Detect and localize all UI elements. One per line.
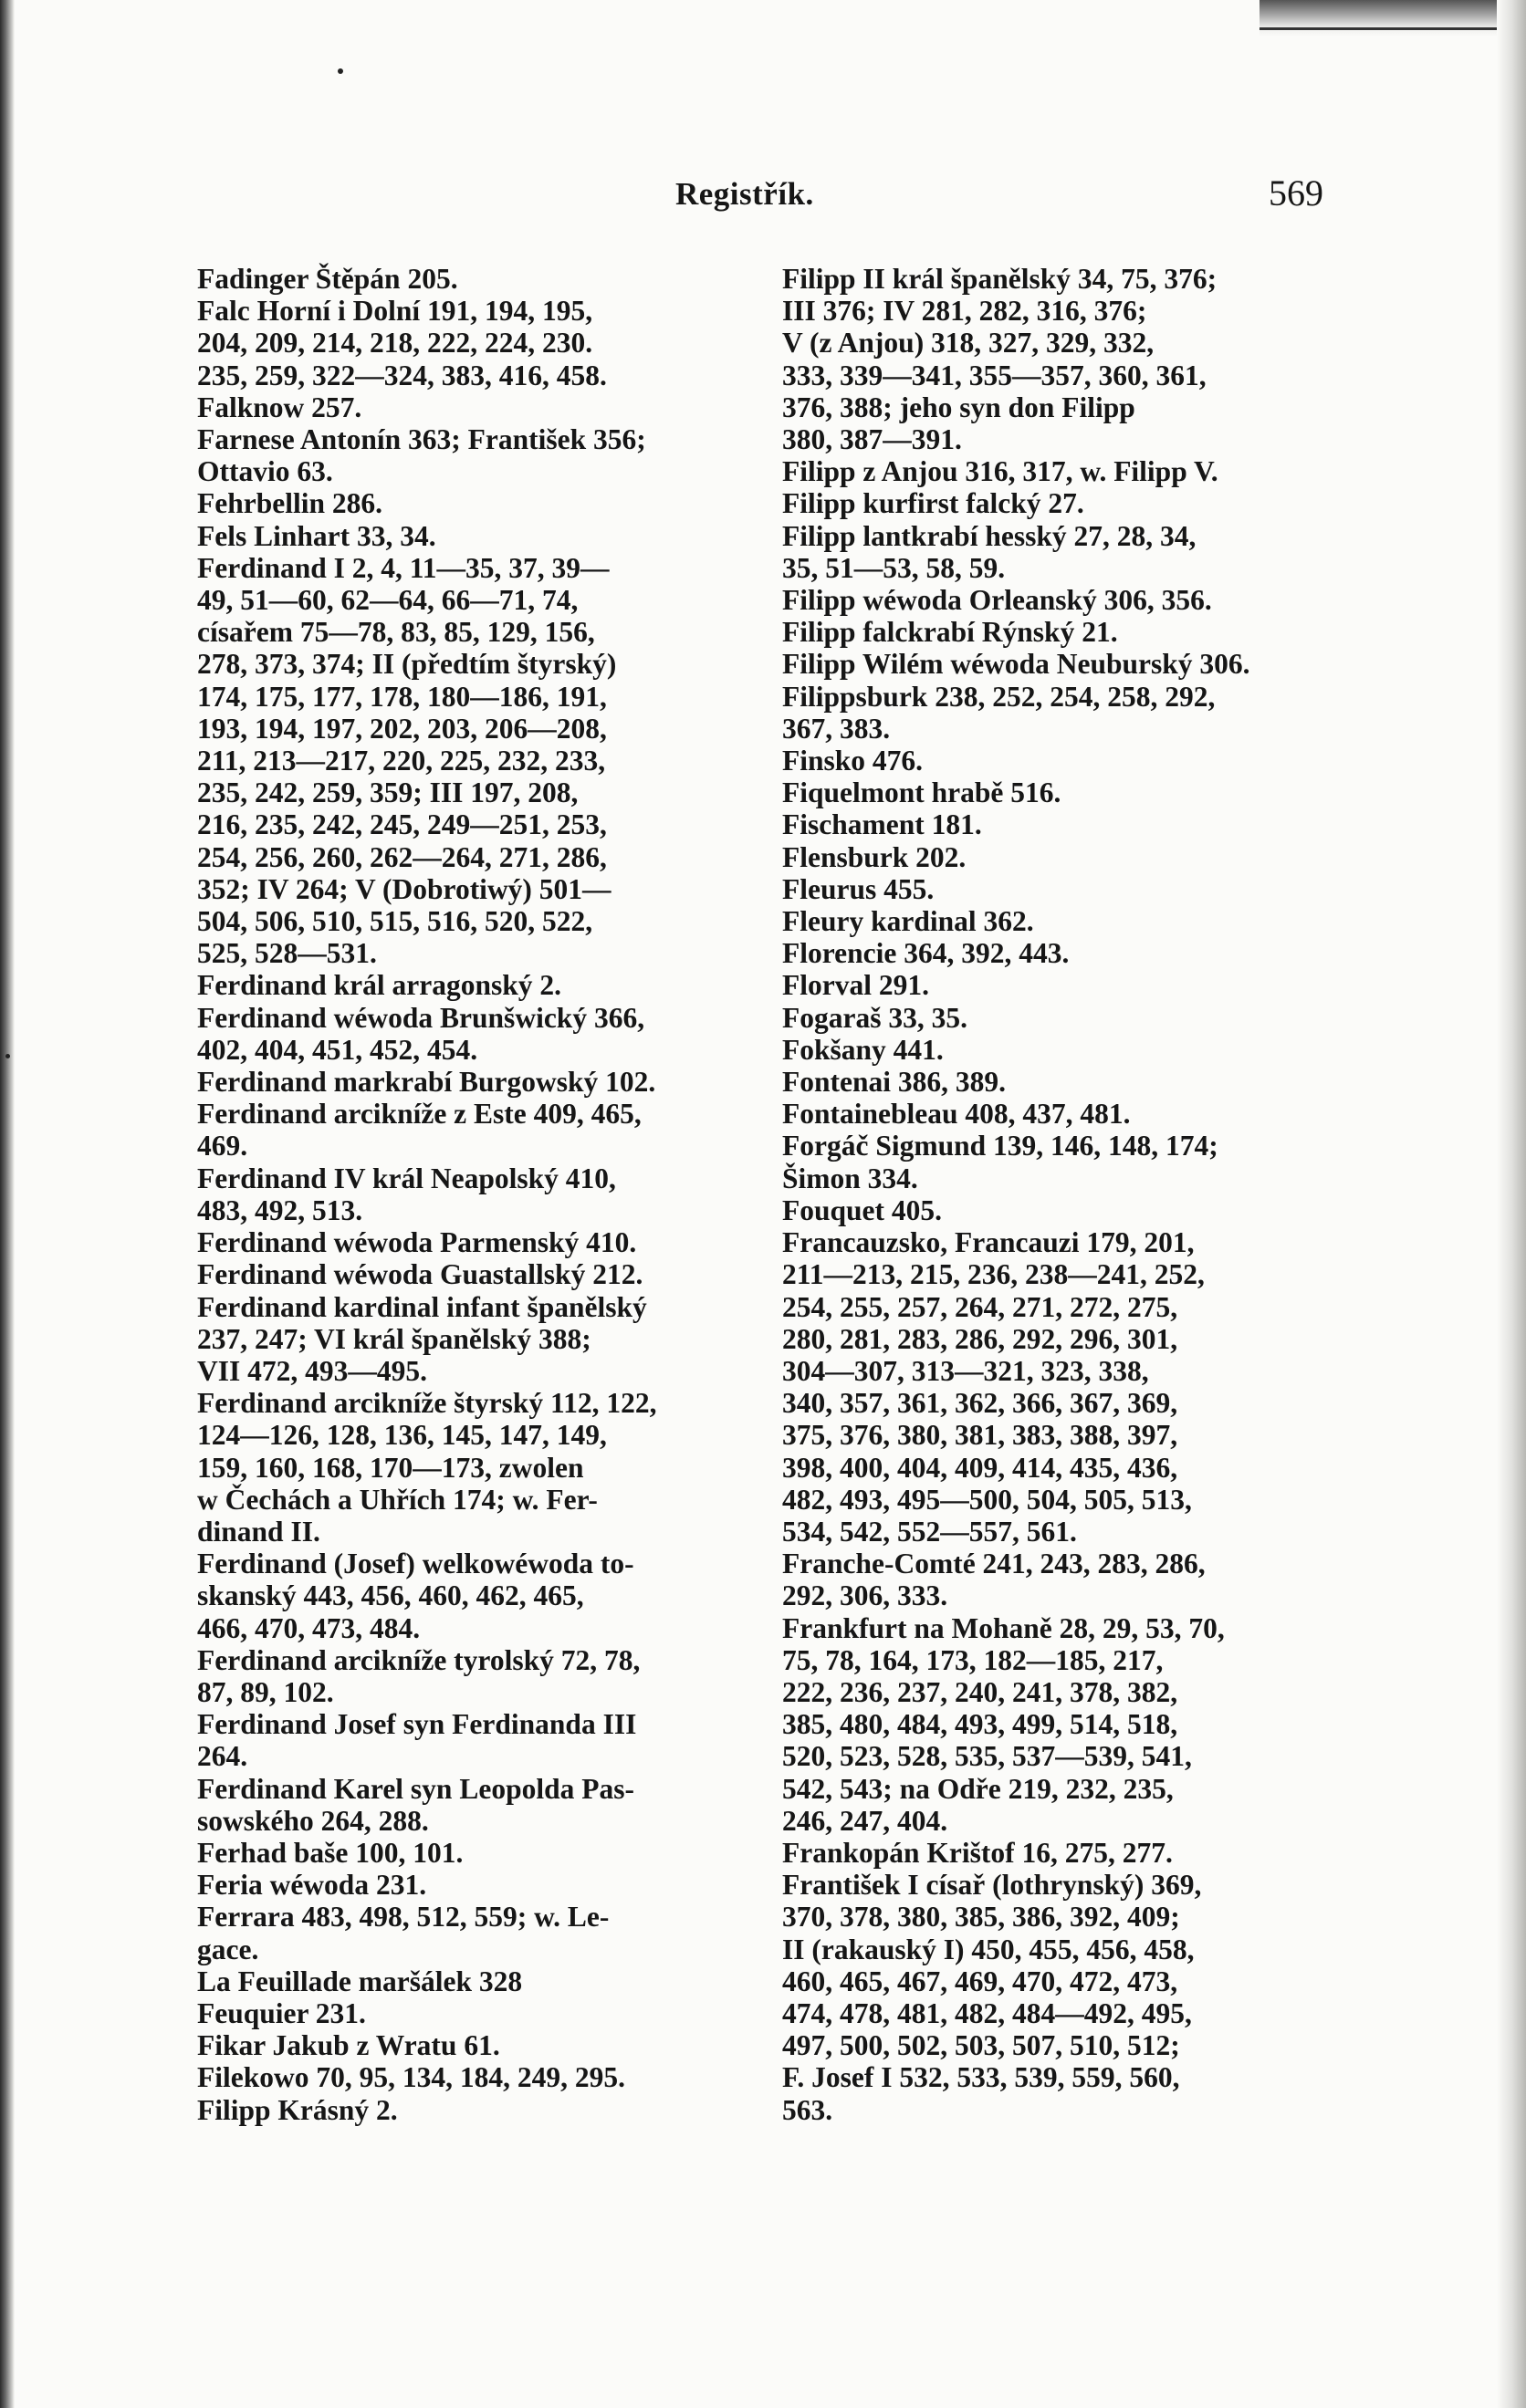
- index-entry-line: Farnese Antonín 363; František 356;: [197, 423, 646, 456]
- index-entry-line: Ferdinand markrabí Burgowský 102.: [197, 1066, 656, 1099]
- index-entry-line: 75, 78, 164, 173, 182—185, 217,: [782, 1643, 1164, 1676]
- index-entry-line: 520, 523, 528, 535, 537—539, 541,: [782, 1740, 1192, 1773]
- index-entry-line: 87, 89, 102.: [197, 1675, 334, 1708]
- index-entry: [782, 520, 1321, 584]
- index-entry-line: skanský 443, 456, 460, 462, 465,: [197, 1579, 584, 1612]
- index-entry: [782, 841, 1321, 873]
- index-entry: [197, 2094, 736, 2126]
- index-entry: [197, 1708, 736, 1772]
- index-entry-line: Filipp wéwoda Orleanský 306, 356.: [782, 584, 1212, 617]
- index-entry-line: 367, 383.: [782, 712, 891, 745]
- index-entry-line: 460, 465, 467, 469, 470, 472, 473,: [782, 1965, 1178, 1997]
- index-entry: [782, 1098, 1321, 1130]
- index-entry-line: Frankopán Krištof 16, 275, 277.: [782, 1836, 1173, 1869]
- ink-speck: [338, 68, 343, 74]
- index-entry-line: 235, 242, 259, 359; III 197, 208,: [197, 777, 579, 809]
- index-entry-line: Ferdinand Karel syn Leopolda Pas-: [197, 1772, 634, 1805]
- index-entry: [782, 455, 1321, 487]
- index-entry-line: Filipp Krásný 2.: [197, 2093, 398, 2126]
- index-entry: [782, 487, 1321, 519]
- index-entry-line: 211, 213—217, 220, 225, 232, 233,: [197, 745, 606, 777]
- index-entry: [782, 873, 1321, 905]
- index-entry-line: 246, 247, 404.: [782, 1804, 948, 1837]
- index-entry: [197, 552, 736, 970]
- index-entry-line: 376, 388; jeho syn don Filipp: [782, 391, 1135, 423]
- index-entry-line: 35, 51—53, 58, 59.: [782, 551, 1006, 584]
- index-entry-line: Filipp kurfirst falcký 27.: [782, 487, 1084, 520]
- index-entry-line: 237, 247; VI král španělský 388;: [197, 1322, 591, 1355]
- index-entry: [197, 1644, 736, 1708]
- index-entry-line: sowského 264, 288.: [197, 1804, 429, 1837]
- index-entry-line: Fischament 181.: [782, 808, 982, 841]
- index-entry-line: 124—126, 128, 136, 145, 147, 149,: [197, 1419, 607, 1452]
- index-entry-line: Ferhad baše 100, 101.: [197, 1836, 464, 1869]
- index-entry: [782, 1612, 1321, 1837]
- index-entry-line: 482, 493, 495—500, 504, 505, 513,: [782, 1483, 1192, 1516]
- index-entry: [782, 681, 1321, 745]
- index-entry-line: 264.: [197, 1740, 248, 1773]
- index-entry-line: Ferdinand arcikníže štyrský 112, 122,: [197, 1387, 657, 1420]
- index-entry: [782, 777, 1321, 808]
- index-entry: [197, 1226, 736, 1258]
- index-entry: [197, 2061, 736, 2093]
- index-entry-line: VII 472, 493—495.: [197, 1354, 428, 1387]
- index-entry: [782, 937, 1321, 969]
- index-entry-line: Fontenai 386, 389.: [782, 1066, 1007, 1099]
- index-entry-line: Filipp z Anjou 316, 317, w. Filipp V.: [782, 455, 1218, 488]
- index-entry-line: 525, 528—531.: [197, 937, 377, 970]
- index-entry-line: Fiquelmont hrabě 516.: [782, 777, 1061, 809]
- index-entry: [197, 1098, 736, 1162]
- index-entry: [782, 263, 1321, 455]
- index-entry-line: Ferdinand arcikníže z Este 409, 465,: [197, 1098, 642, 1131]
- index-entry-line: Fontainebleau 408, 437, 481.: [782, 1098, 1131, 1131]
- index-entry-line: 254, 255, 257, 264, 271, 272, 275,: [782, 1290, 1178, 1323]
- index-entry-line: 483, 492, 513.: [197, 1194, 363, 1226]
- index-entry: [197, 1291, 736, 1388]
- index-entry-line: Filipp falckrabí Rýnský 21.: [782, 616, 1118, 649]
- index-entry: [782, 1226, 1321, 1548]
- index-entry: [197, 2029, 736, 2061]
- index-entry-line: Ferdinand I 2, 4, 11—35, 37, 39—: [197, 551, 610, 584]
- index-entry: [782, 1034, 1321, 1066]
- index-entry: [197, 520, 736, 552]
- index-entry: [782, 1002, 1321, 1034]
- index-entry-line: 469.: [197, 1130, 248, 1162]
- index-entry-line: František I císař (lothrynský) 369,: [782, 1869, 1202, 1902]
- index-entry-line: Francauzsko, Francauzi 179, 201,: [782, 1226, 1195, 1259]
- index-entry: [782, 745, 1321, 777]
- scan-right-edge: [1497, 0, 1526, 2408]
- index-entry-line: Fadinger Štěpán 205.: [197, 263, 458, 295]
- index-entry: [197, 1997, 736, 2029]
- index-entry: [782, 1194, 1321, 1226]
- index-entry-line: 254, 256, 260, 262—264, 271, 286,: [197, 840, 607, 873]
- index-column-right: [782, 263, 1321, 2126]
- page-number: 569: [1269, 172, 1323, 214]
- index-entry-line: Ferdinand IV král Neapolský 410,: [197, 1162, 616, 1194]
- ink-speck: [5, 1054, 10, 1058]
- index-entry-line: Falc Horní i Dolní 191, 194, 195,: [197, 295, 593, 328]
- index-entry-line: 211—213, 215, 236, 238—241, 252,: [782, 1258, 1205, 1291]
- index-entry-line: gace.: [197, 1933, 259, 1965]
- index-entry-line: 204, 209, 214, 218, 222, 224, 230.: [197, 327, 593, 360]
- scan-top-edge: [1259, 0, 1526, 36]
- index-entry-line: 402, 404, 451, 452, 454.: [197, 1033, 478, 1066]
- index-entry-line: F. Josef I 532, 533, 539, 559, 560,: [782, 2061, 1180, 2094]
- index-entry: [782, 1837, 1321, 1869]
- index-entry-line: Fokšany 441.: [782, 1033, 944, 1066]
- index-entry-line: 370, 378, 380, 385, 386, 392, 409;: [782, 1901, 1180, 1934]
- index-entry-line: Feria wéwoda 231.: [197, 1869, 427, 1902]
- index-entry-line: Ferdinand Josef syn Ferdinanda III: [197, 1708, 637, 1741]
- index-entry-line: dinand II.: [197, 1515, 320, 1548]
- index-entry-line: Filekowo 70, 95, 134, 184, 249, 295.: [197, 2061, 625, 2094]
- index-entry-line: Flensburk 202.: [782, 840, 967, 873]
- index-entry-line: 340, 357, 361, 362, 366, 367, 369,: [782, 1387, 1178, 1420]
- index-entry-line: 216, 235, 242, 245, 249—251, 253,: [197, 808, 607, 841]
- index-entry-line: Franche-Comté 241, 243, 283, 286,: [782, 1548, 1206, 1580]
- index-entry-line: Ferdinand wéwoda Guastallský 212.: [197, 1258, 643, 1291]
- index-entry-line: Fleurus 455.: [782, 872, 935, 905]
- index-entry-line: 278, 373, 374; II (předtím štyrský): [197, 648, 617, 681]
- scan-top-line: [1259, 27, 1526, 30]
- index-entry: [197, 1965, 736, 1997]
- index-entry-line: 304—307, 313—321, 323, 338,: [782, 1354, 1149, 1387]
- index-entry-line: Fehrbellin 286.: [197, 487, 382, 520]
- index-entry-line: w Čechách a Uhřích 174; w. Fer-: [197, 1483, 598, 1516]
- index-entry-line: 222, 236, 237, 240, 241, 378, 382,: [782, 1675, 1178, 1708]
- index-entry: [197, 1387, 736, 1548]
- index-entry: [197, 1258, 736, 1290]
- index-entry-line: Ferdinand (Josef) welkowéwoda to-: [197, 1548, 634, 1580]
- index-entry: [197, 1869, 736, 1901]
- index-entry: [782, 1869, 1321, 2126]
- index-entry: [197, 487, 736, 519]
- index-entry: [197, 1901, 736, 1965]
- index-entry: [197, 1837, 736, 1869]
- index-entry-line: 174, 175, 177, 178, 180—186, 191,: [197, 680, 607, 713]
- index-entry: [197, 1548, 736, 1644]
- index-entry-line: 380, 387—391.: [782, 423, 962, 456]
- index-entry-line: Ferrara 483, 498, 512, 559; w. Le-: [197, 1901, 610, 1934]
- index-entry: [197, 423, 736, 487]
- index-entry-line: Fogaraš 33, 35.: [782, 1001, 967, 1034]
- index-entry-line: Florval 291.: [782, 969, 929, 1002]
- index-entry: [782, 1548, 1321, 1611]
- index-entry-line: 235, 259, 322—324, 383, 416, 458.: [197, 359, 607, 391]
- scan-left-edge: [0, 0, 15, 2408]
- index-entry-line: Ferdinand kardinal infant španělský: [197, 1290, 647, 1323]
- index-entry: [782, 648, 1321, 680]
- index-entry: [782, 905, 1321, 937]
- index-entry-line: II (rakauský I) 450, 455, 456, 458,: [782, 1933, 1195, 1965]
- index-entry-line: 280, 281, 283, 286, 292, 296, 301,: [782, 1322, 1178, 1355]
- index-entry: [782, 616, 1321, 648]
- index-entry-line: Frankfurt na Mohaně 28, 29, 53, 70,: [782, 1611, 1225, 1644]
- index-entry-line: V (z Anjou) 318, 327, 329, 332,: [782, 327, 1155, 360]
- index-entry: [197, 969, 736, 1001]
- index-entry-line: Filipp lantkrabí hesský 27, 28, 34,: [782, 519, 1197, 552]
- index-entry-line: Fleury kardinal 362.: [782, 905, 1034, 938]
- index-entry-line: III 376; IV 281, 282, 316, 376;: [782, 295, 1147, 328]
- index-entry-line: Šimon 334.: [782, 1162, 918, 1194]
- index-entry: [782, 1130, 1321, 1194]
- index-entry-line: 563.: [782, 2093, 833, 2126]
- index-entry-line: Ottavio 63.: [197, 455, 333, 488]
- index-column-left: [197, 263, 736, 2126]
- index-entry: [197, 263, 736, 295]
- index-entry-line: 375, 376, 380, 381, 383, 388, 397,: [782, 1419, 1178, 1452]
- index-entry: [782, 584, 1321, 616]
- index-entry-line: 193, 194, 197, 202, 203, 206—208,: [197, 712, 607, 745]
- index-entry-line: 466, 470, 473, 484.: [197, 1611, 421, 1644]
- index-entry-line: 352; IV 264; V (Dobrotiwý) 501—: [197, 872, 611, 905]
- index-entry-line: Florencie 364, 392, 443.: [782, 937, 1070, 970]
- index-entry-line: císařem 75—78, 83, 85, 129, 156,: [197, 616, 595, 649]
- index-entry-line: Ferdinand wéwoda Parmenský 410.: [197, 1226, 637, 1259]
- index-entry-line: Ferdinand král arragonský 2.: [197, 969, 562, 1002]
- index-entry-line: Fikar Jakub z Wratu 61.: [197, 2029, 500, 2062]
- index-entry-line: 534, 542, 552—557, 561.: [782, 1515, 1077, 1548]
- index-entry-line: 292, 306, 333.: [782, 1579, 948, 1612]
- index-entry: [782, 969, 1321, 1001]
- index-entry-line: Fels Linhart 33, 34.: [197, 519, 436, 552]
- index-entry-line: Ferdinand wéwoda Brunšwický 366,: [197, 1001, 645, 1034]
- index-entry-line: Forgáč Sigmund 139, 146, 148, 174;: [782, 1130, 1218, 1162]
- index-entry-line: Filipp II král španělský 34, 75, 376;: [782, 263, 1218, 295]
- index-entry-line: Falknow 257.: [197, 391, 362, 423]
- index-entry-line: 333, 339—341, 355—357, 360, 361,: [782, 359, 1207, 391]
- index-entry-line: 504, 506, 510, 515, 516, 520, 522,: [197, 905, 593, 938]
- index-entry-line: 385, 480, 484, 493, 499, 514, 518,: [782, 1708, 1178, 1741]
- index-entry-line: Filippsburk 238, 252, 254, 258, 292,: [782, 680, 1216, 713]
- index-entry-line: Filipp Wilém wéwoda Neuburský 306.: [782, 648, 1250, 681]
- index-entry-line: La Feuillade maršálek 328: [197, 1965, 523, 1997]
- index-entry: [197, 1066, 736, 1098]
- index-entry: [197, 1773, 736, 1837]
- index-entry-line: Feuquier 231.: [197, 1996, 366, 2029]
- index-entry: [782, 1066, 1321, 1098]
- index-entry: [197, 295, 736, 391]
- index-entry-line: 542, 543; na Odře 219, 232, 235,: [782, 1772, 1174, 1805]
- index-entry: [197, 1162, 736, 1226]
- index-entry-line: Ferdinand arcikníže tyrolský 72, 78,: [197, 1643, 641, 1676]
- index-entry-line: 474, 478, 481, 482, 484—492, 495,: [782, 1996, 1192, 2029]
- page-header-title: Registřík.: [675, 176, 814, 212]
- index-entry-line: 497, 500, 502, 503, 507, 510, 512;: [782, 2029, 1180, 2062]
- index-entry: [197, 391, 736, 423]
- index-entry-line: 159, 160, 168, 170—173, zwolen: [197, 1451, 584, 1484]
- index-entry-line: Finsko 476.: [782, 745, 924, 777]
- index-entry-line: 398, 400, 404, 409, 414, 435, 436,: [782, 1451, 1178, 1484]
- index-entry-line: Fouquet 405.: [782, 1194, 943, 1226]
- index-entry: [197, 1002, 736, 1066]
- index-entry: [782, 808, 1321, 840]
- index-entry-line: 49, 51—60, 62—64, 66—71, 74,: [197, 584, 579, 617]
